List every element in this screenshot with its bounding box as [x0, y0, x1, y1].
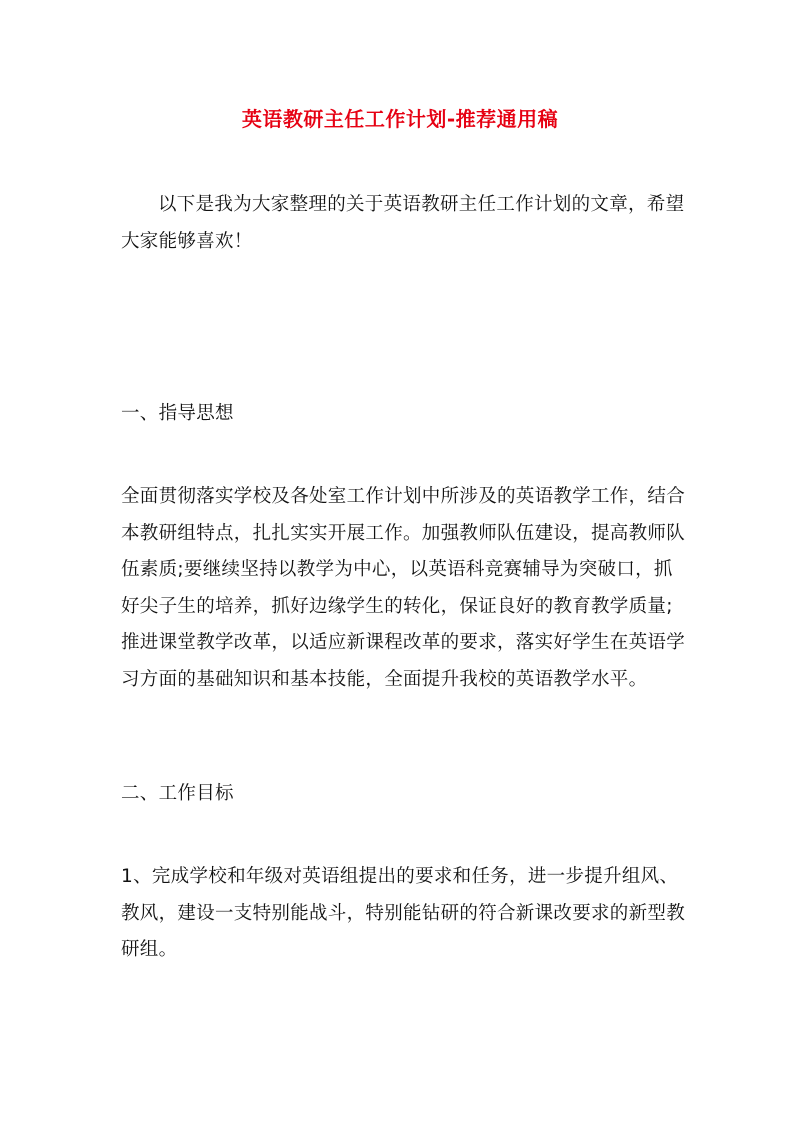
section-body-guiding-ideology: 全面贯彻落实学校及各处室工作计划中所涉及的英语教学工作，结合本教研组特点，扎扎实实开展工作。加强教师队伍建设，提高教师队伍素质;要继续坚持以教学为中心，以英语科竞赛辅导为突破口，抓好尖子生的培养，抓好边缘学生的转化，保证良好的教育教学质量;推进课堂教学改革，以适应新课程改革的要求，落实好学生在英语学习方面的基础知识和基本技能，全面提升我校的英语教学水平。 [121, 486, 686, 690]
section-heading-work-goals: 二、工作目标 [121, 783, 234, 804]
section-heading-guiding-ideology: 一、指导思想 [121, 403, 234, 424]
document-title: 英语教研主任工作计划-推荐通用稿 [241, 107, 559, 131]
section-body-work-goals: 1、完成学校和年级对英语组提出的要求和任务，进一步提升组风、教风，建设一支特别能战斗，特别能钻研的符合新课改要求的新型教研组。 [121, 866, 686, 960]
intro-paragraph: 以下是我为大家整理的关于英语教研主任工作计划的文章，希望大家能够喜欢！ [121, 194, 685, 252]
